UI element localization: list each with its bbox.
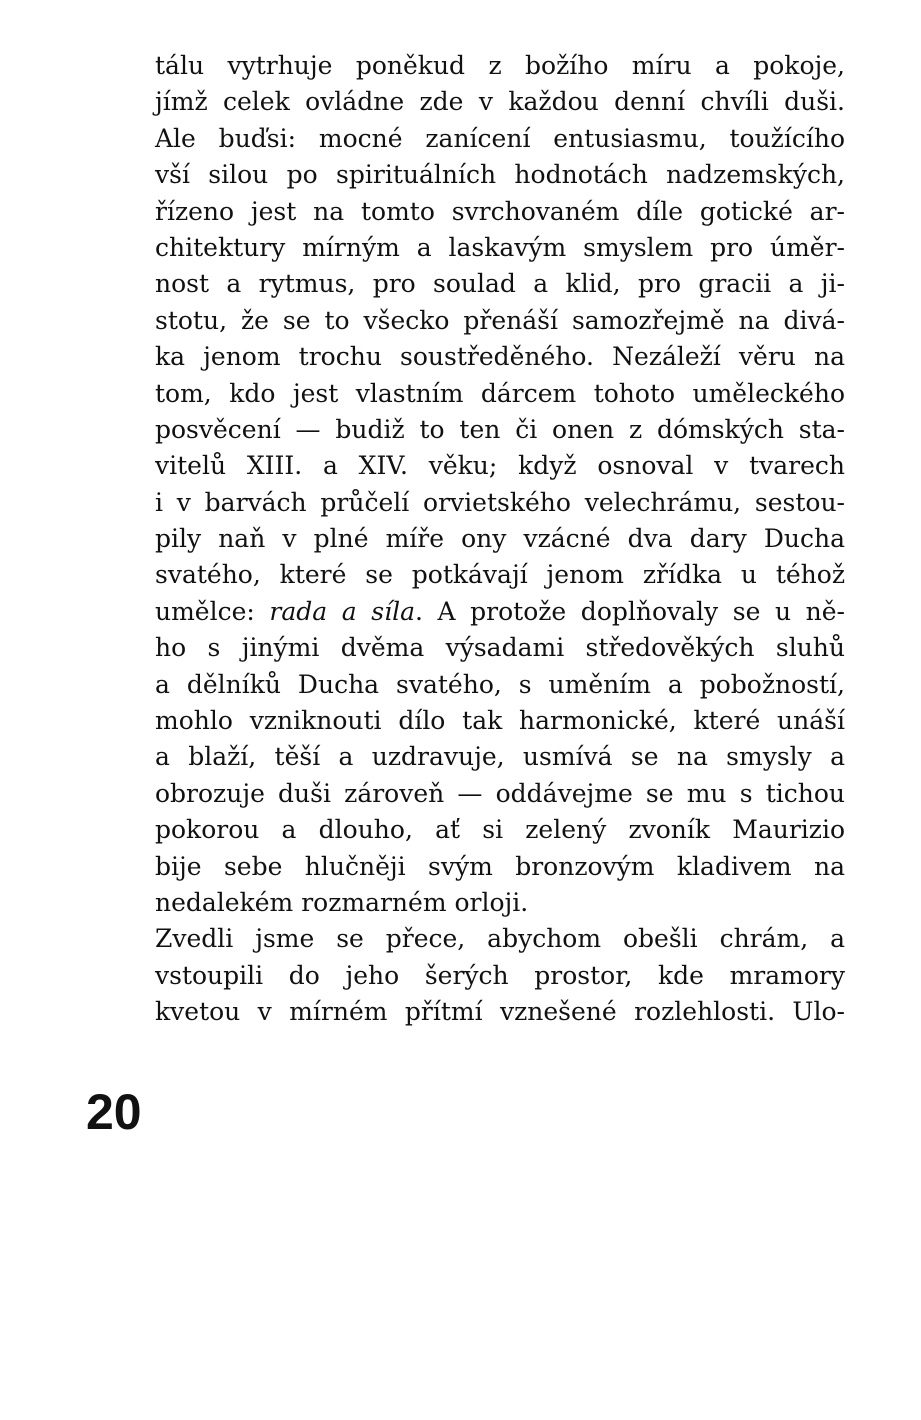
text-run: umělce: [155, 596, 270, 626]
text-line: bije sebe hlučněji svým bronzovým kladivem na [155, 851, 845, 881]
text-line: a blaží, těší a uzdravuje, usmívá se na smysly a [155, 742, 845, 772]
text-line: chitektury mírným a laskavým smyslem pro úměr- [155, 232, 845, 262]
text-line: tom, kdo jest vlastním dárcem tohoto uměleckého [155, 378, 845, 408]
paragraph-2 [155, 921, 845, 1030]
text-line: pokorou a dlouho, ať si zelený zvoník Maurizio [155, 815, 845, 845]
text-line: Zvedli jsme se přece, abychom obešli chrám, a [155, 924, 845, 954]
text-line: mohlo vzniknouti dílo tak harmonické, které unáší [155, 706, 845, 736]
text-line: jímž celek ovládne zde v každou denní chvíli duši. [155, 87, 845, 117]
text-line: pily naň v plné míře ony vzácné dva dary Ducha [155, 524, 845, 554]
text-line: řízeno jest na tomto svrchovaném díle gotické ar- [155, 196, 845, 226]
text-line: obrozuje duši zároveň — oddávejme se mu s tichou [155, 778, 845, 808]
body-text [155, 48, 845, 1031]
text-line: svatého, které se potkávají jenom zřídka u téhož [155, 560, 845, 590]
text-line: vitelů XIII. a XIV. věku; když osnoval v tvarech [155, 451, 845, 481]
text-line: stotu, že se to všecko přenáší samozřejmě na divá- [155, 305, 845, 335]
italic-phrase: rada a síla [269, 596, 415, 626]
text-line: vstoupili do jeho šerých prostor, kde mramory [155, 960, 845, 990]
text-line: nost a rytmus, pro soulad a klid, pro gracii a ji- [155, 269, 845, 299]
text-line: ho s jinými dvěma výsadami středověkých sluhů [155, 633, 845, 663]
paragraph-1 [155, 48, 845, 921]
text-line: kvetou v mírném přítmí vznešené rozlehlosti. Ulo- [155, 997, 845, 1027]
text-line: nedalekém rozmarném orloji. [155, 887, 529, 917]
text-line: ka jenom trochu soustředěného. Nezáleží věru na [155, 342, 845, 372]
text-line: i v barvách průčelí orvietského velechrámu, sestou- [155, 487, 845, 517]
text-line: tálu vytrhuje poněkud z božího míru a pokoje, [155, 51, 845, 80]
text-line-with-italic [155, 594, 845, 630]
text-line: posvěcení — budiž to ten či onen z dómských sta- [155, 414, 845, 444]
page-number: 20 [86, 1084, 142, 1140]
text-line: vší silou po spirituálních hodnotách nadzemských, [155, 160, 845, 190]
text-line: Ale buďsi: mocné zanícení entusiasmu, toužícího [155, 123, 845, 153]
text-line: a dělníků Ducha svatého, s uměním a pobožností, [155, 669, 845, 699]
text-run: . A protože doplňovaly se u ně- [414, 596, 845, 626]
